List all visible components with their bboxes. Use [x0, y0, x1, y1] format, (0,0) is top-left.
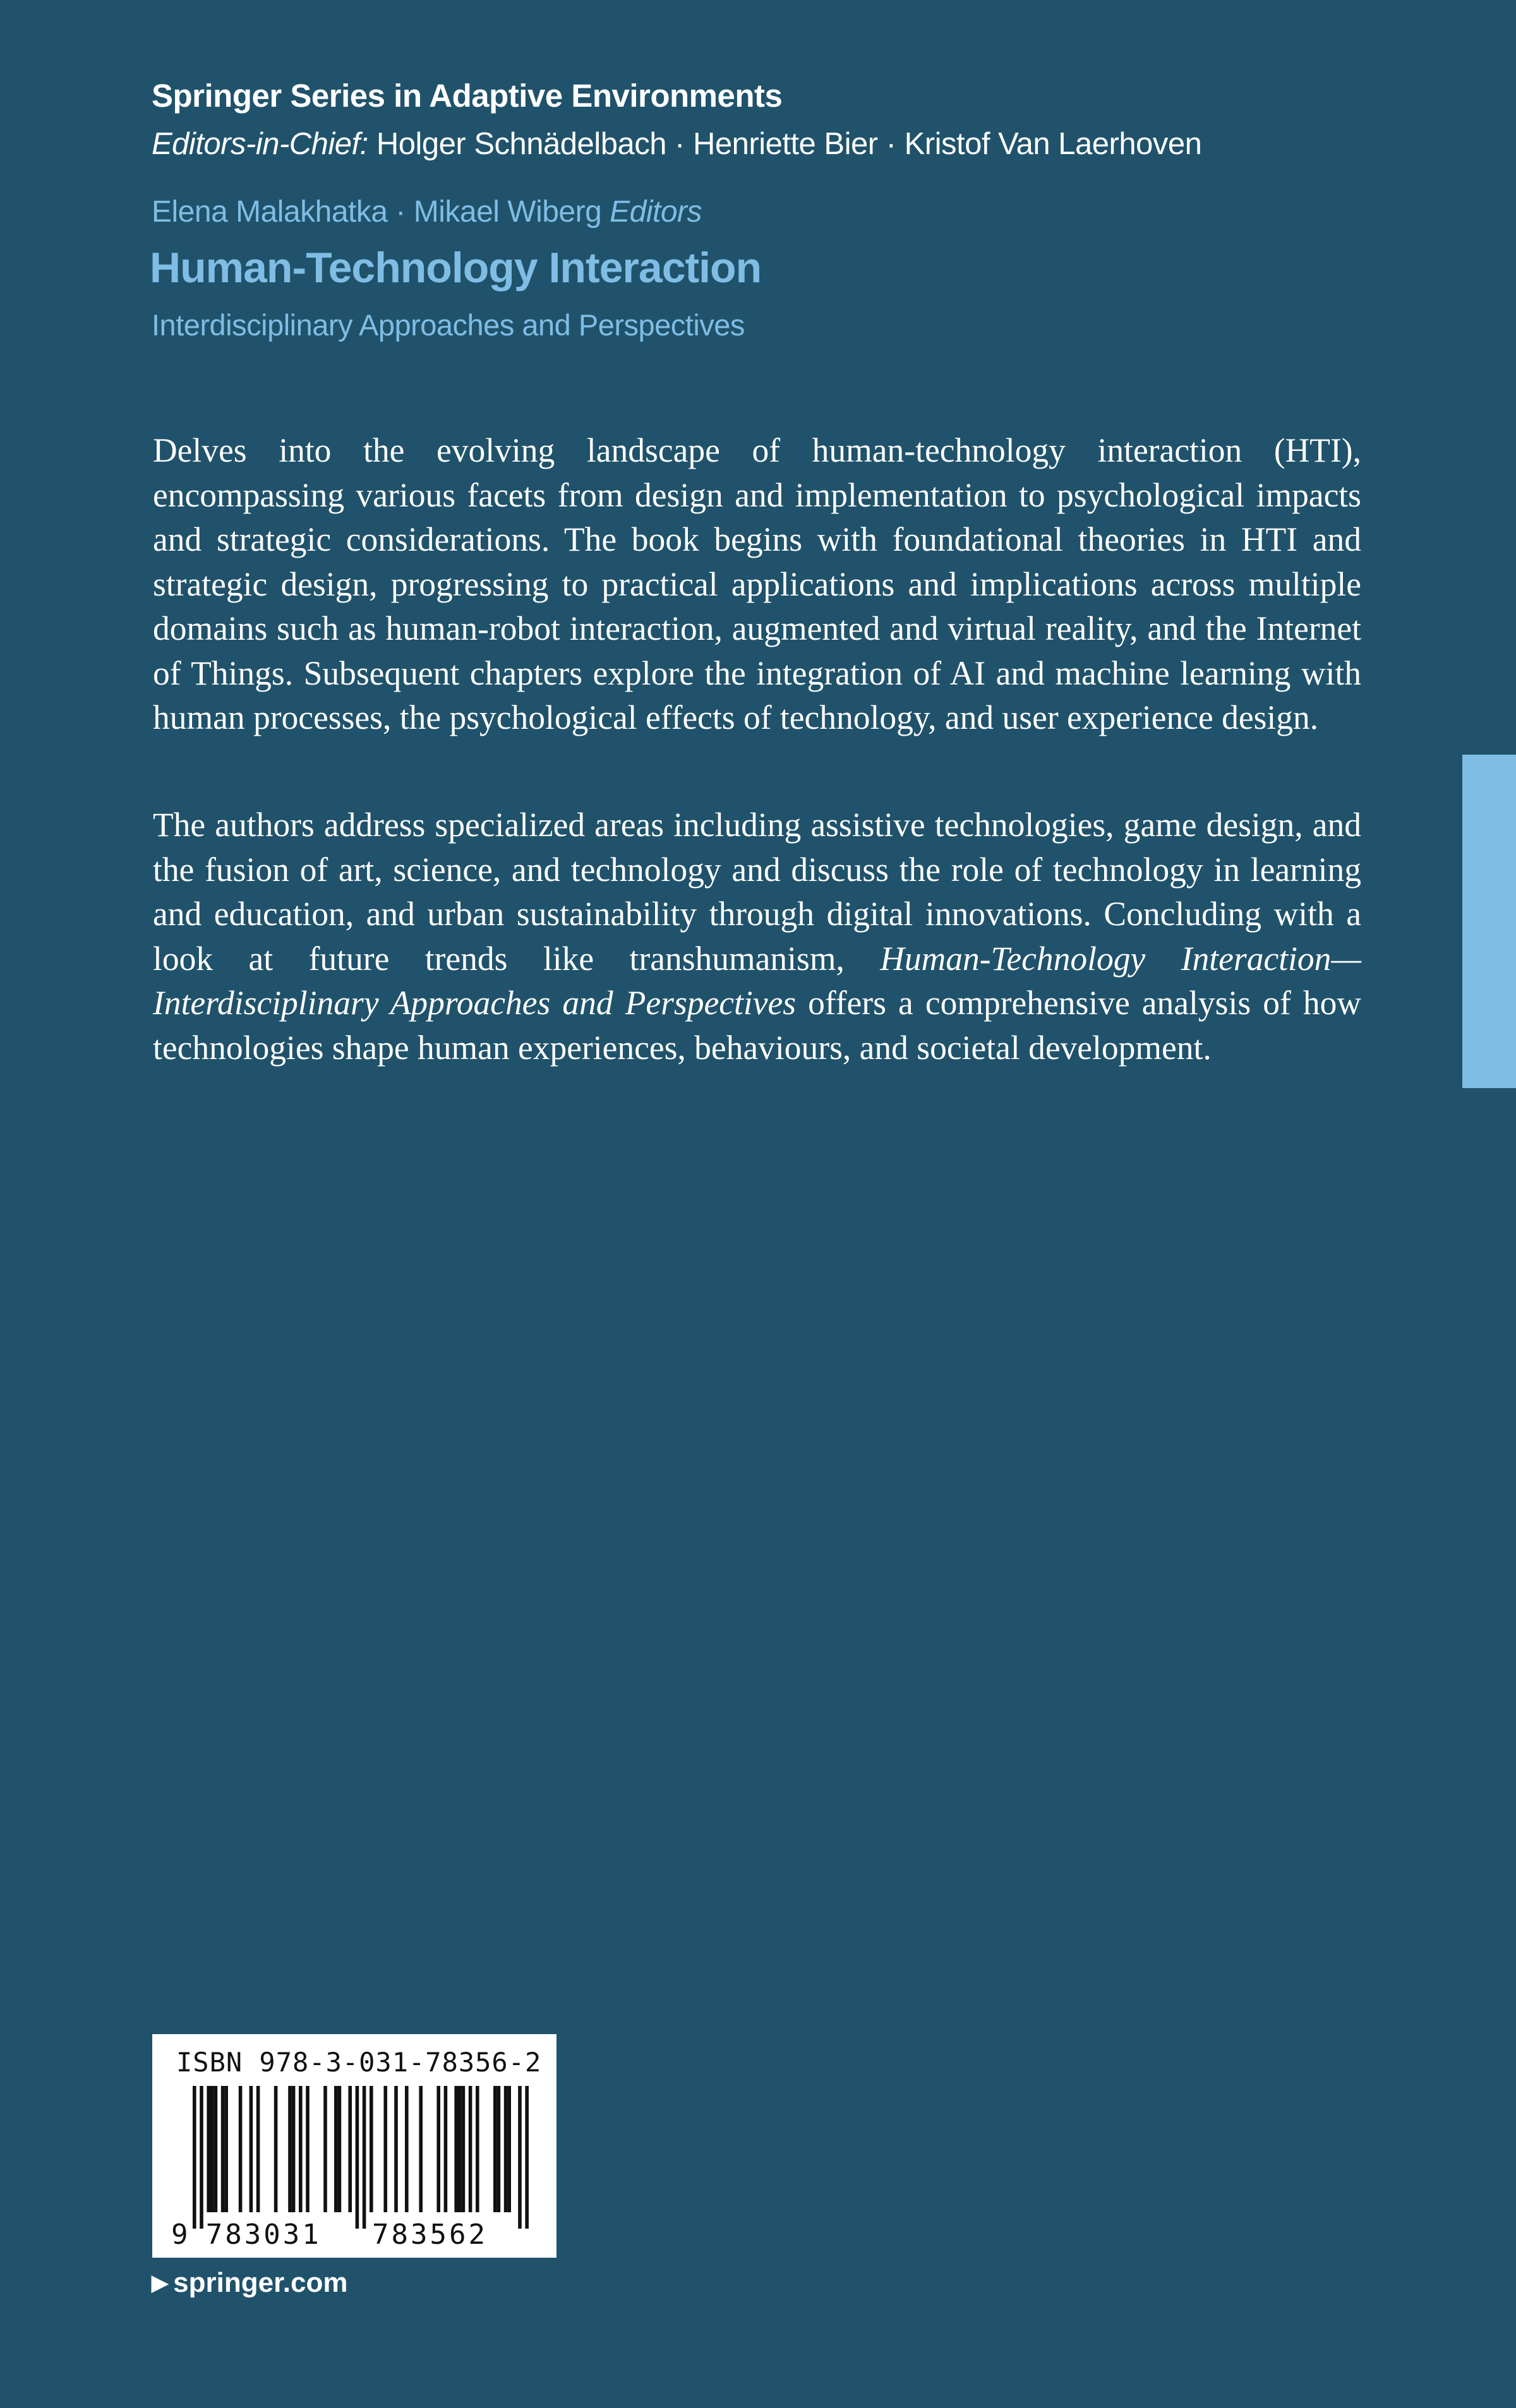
barcode-bar: [200, 2086, 203, 2229]
barcode-bar: [274, 2086, 278, 2212]
series-editors: [152, 126, 1201, 162]
barcode-bar: [525, 2086, 529, 2229]
barcode-bar: [458, 2086, 462, 2212]
description-paragraph-1: Delves into the evolving landscape of human-technology interaction (HTI), encompassing various facets from design and implementation to psychological impacts and strategic considerations. The book begins with foundational theories in HTI and strategic design, progressing to practical applications and implications across multiple domains such as human-robot interaction, augmented and virtual reality, and the Internet of Things. Subsequent chapters explore the integration of AI and machine learning with human processes, the psychological effects of technology, and user experience design.: [153, 431, 1361, 736]
barcode-bar: [239, 2086, 243, 2212]
barcode-bar: [476, 2086, 479, 2212]
springer-link-text: springer.com: [173, 2267, 348, 2298]
barcode-bar: [214, 2086, 218, 2212]
isbn-barcode-box: [152, 2034, 556, 2258]
book-title: Human-Technology Interaction: [150, 244, 762, 292]
barcode-bar: [207, 2086, 210, 2212]
barcode-bar: [493, 2086, 497, 2212]
barcode-bar: [436, 2086, 440, 2212]
barcode-bar: [210, 2086, 214, 2212]
paragraph-2-end: offers a comprehensive analysis of how technologies shape human experiences, behaviours, and societal development.: [153, 984, 1362, 1067]
barcode-bar: [250, 2086, 253, 2212]
paragraph-2-start: The authors address specialized areas including assistive technologies, game design, and the fusion of art, science, and technology and discuss the role of technology in learning and education, and urban sustainability through digital innovations. Concluding with a look at future trends like transhumanism,: [153, 806, 1361, 978]
barcode-bar: [469, 2086, 472, 2212]
barcode-digits: 9: [171, 2219, 191, 2251]
barcode-bar: [356, 2086, 359, 2229]
barcode-bar: [288, 2086, 292, 2212]
barcode-bar: [193, 2086, 196, 2229]
barcode-bar: [292, 2086, 296, 2212]
barcode-bar: [454, 2086, 458, 2212]
barcode-digits: 783031: [205, 2219, 322, 2251]
barcode-bar: [299, 2086, 303, 2212]
paragraph-2-book-title: Human-Technology Interaction—Interdisciplinary Approaches and Perspectives: [153, 939, 1361, 1022]
barcode-bar: [405, 2086, 409, 2212]
barcode-bar: [323, 2086, 327, 2212]
barcode-bar: [306, 2086, 310, 2212]
barcode-bar: [256, 2086, 260, 2212]
barcode-bar: [338, 2086, 342, 2212]
barcode-digits: 783562: [372, 2219, 488, 2251]
book-editors: [152, 195, 702, 229]
springer-link[interactable]: [152, 2267, 347, 2299]
barcode-bar: [383, 2086, 387, 2212]
barcode-bar: [507, 2086, 511, 2212]
series-title: Springer Series in Adaptive Environments: [152, 78, 783, 114]
barcode-bar: [363, 2086, 366, 2229]
play-arrow-icon: ▶: [152, 2271, 169, 2295]
book-subtitle: Interdisciplinary Approaches and Perspectives: [152, 308, 745, 342]
barcode-bar: [334, 2086, 338, 2212]
barcode-bar: [444, 2086, 448, 2212]
barcode-image: [171, 2086, 538, 2251]
isbn-label: ISBN 978-3-031-78356-2: [176, 2047, 542, 2078]
barcode-bar: [462, 2086, 466, 2212]
spine-color-tab: [1462, 755, 1516, 1088]
barcode-bar: [504, 2086, 508, 2212]
barcode-bar: [394, 2086, 398, 2212]
barcode-bar: [497, 2086, 501, 2212]
series-editors-label: Editors-in-Chief:: [152, 127, 368, 161]
book-editors-role: Editors: [610, 195, 702, 229]
barcode-bar: [518, 2086, 522, 2229]
barcode-bar: [224, 2086, 228, 2212]
book-editors-names: Elena Malakhatka · Mikael Wiberg: [152, 195, 602, 229]
series-editors-names: Holger Schnädelbach · Henriette Bier · Kristof Van Laerhoven: [376, 127, 1202, 161]
barcode-bar: [370, 2086, 373, 2212]
barcode-bar: [221, 2086, 225, 2212]
barcode-bar: [348, 2086, 352, 2212]
barcode-bar: [419, 2086, 423, 2212]
description-paragraph-2: [153, 803, 1361, 1070]
